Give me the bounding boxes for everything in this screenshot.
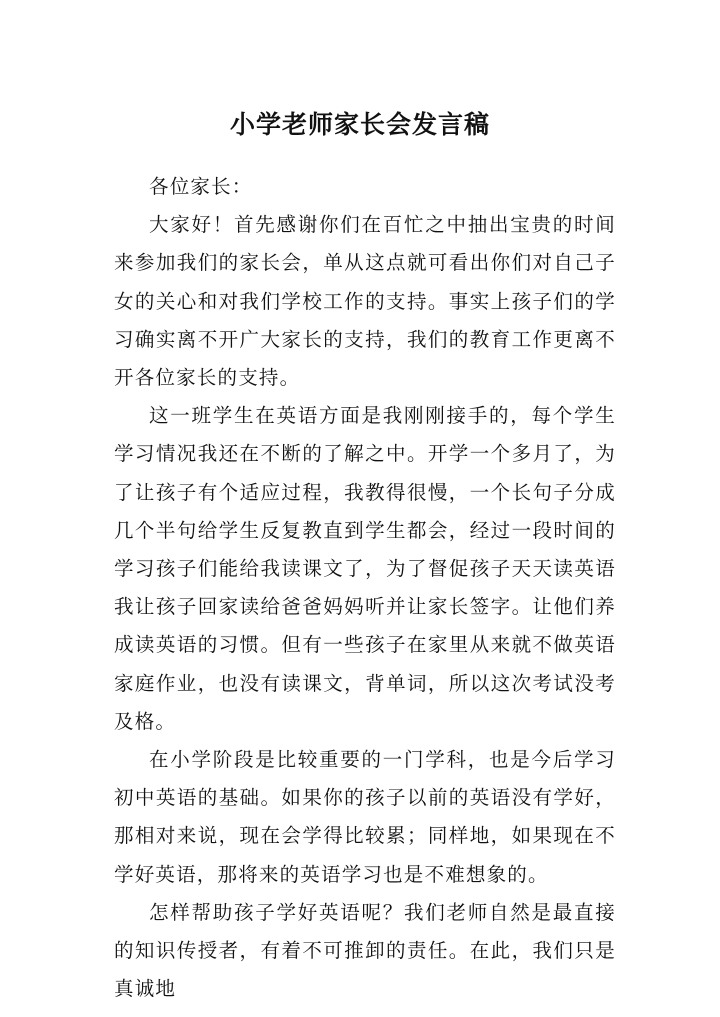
salutation: 各位家长：	[149, 175, 253, 198]
paragraph-how-to-help: 怎样帮助孩子学好英语呢？我们老师自然是最直接的知识传授者，有着不可推卸的责任。在此，我们只是真诚地	[114, 900, 616, 1001]
paragraph-greeting: 大家好！首先感谢你们在百忙之中抽出宝贵的时间来参加我们的家长会，单从这点就可看出你们对自己子女的关心和对我们学校工作的支持。事实上孩子们的学习确实离不开广大家长的支持，我们的教育工作更离不开各位家长的支持。	[114, 213, 616, 390]
paragraph-class-situation: 这一班学生在英语方面是我刚刚接手的，每个学生学习情况我还在不断的了解之中。开学一个多月了，为了让孩子有个适应过程，我教得很慢，一个长句子分成几个半句给学生反复教直到学生都会，经过一段时间的学习孩子们能给我读课文了，为了督促孩子天天读英语我让孩子回家读给爸爸妈妈听并让家长签字。让他们养成读英语的习惯。但有一些孩子在家里从来就不做英语家庭作业，也没有读课文，背单词，所以这次考试没考及格。	[114, 404, 616, 733]
document-title: 小学老师家长会发言稿	[229, 109, 490, 139]
document-body	[114, 168, 616, 1008]
paragraph-english-importance: 在小学阶段是比较重要的一门学科，也是今后学习初中英语的基础。如果你的孩子以前的英语没有学好，那相对来说，现在会学得比较累；同样地，如果现在不学好英语，那将来的英语学习也是不难想象的。	[114, 748, 616, 886]
